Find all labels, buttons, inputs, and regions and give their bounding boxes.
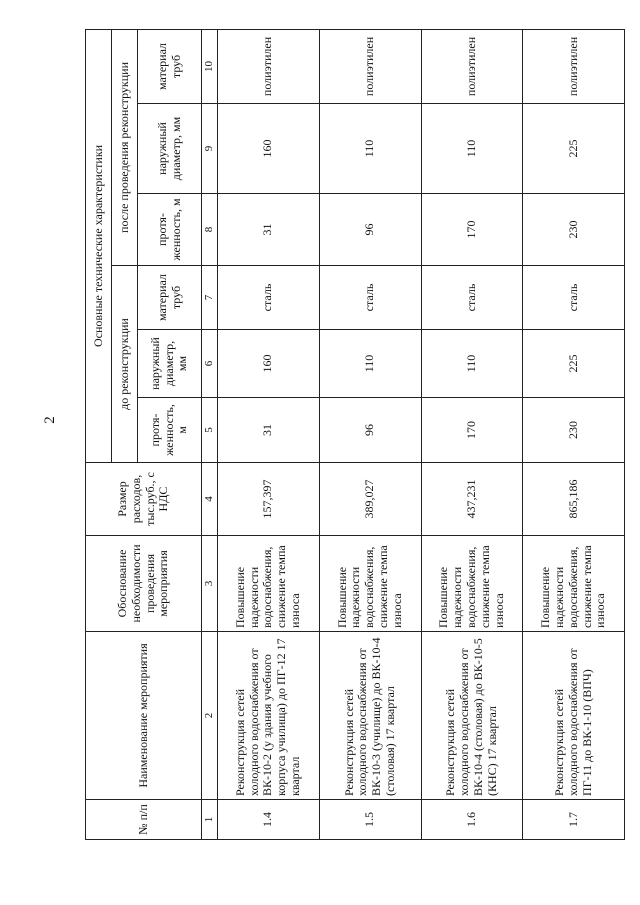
column-number: 10 [202,29,218,103]
length-before: 96 [319,398,421,463]
header-material-before: материал труб [138,266,202,330]
header-before: до реконструкции [112,266,138,463]
column-number: 1 [202,800,218,840]
column-number: 6 [202,330,218,398]
column-number: 7 [202,266,218,330]
header-diameter-before: наружный диаметр, мм [138,330,202,398]
length-after: 230 [523,194,625,266]
header-after: после проведения реконструкции [112,29,138,265]
diameter-after: 110 [421,104,523,194]
cost: 157,397 [218,463,320,536]
material-before: сталь [421,266,523,330]
diameter-before: 160 [218,330,320,398]
justification: Повышение надежности водоснабжения, снижение темпа износа [523,536,625,632]
header-cost: Размер расходов, тыс.руб., с НДС [86,463,202,536]
column-number: 5 [202,398,218,463]
material-after: полиэтилен [421,29,523,103]
row-number: 1.5 [319,800,421,840]
header-diameter-after: наружный диаметр, мм [138,104,202,194]
rotated-table-container [85,30,625,840]
page-number: 2 [42,416,58,424]
diameter-before: 110 [421,330,523,398]
material-after: полиэтилен [319,29,421,103]
length-before: 230 [523,398,625,463]
length-after: 170 [421,194,523,266]
diameter-after: 160 [218,104,320,194]
measure-name: Реконструкция сетей холодного водоснабжения от ВК-10-2 (у здания учебного корпуса училища) до ПГ-12 17 квартал [218,632,320,800]
diameter-after: 110 [319,104,421,194]
table-row [523,29,625,839]
row-number: 1.7 [523,800,625,840]
column-number: 8 [202,194,218,266]
reconstruction-table [85,29,625,840]
material-before: сталь [523,266,625,330]
measure-name: Реконструкция сетей холодного водоснабжения от ВК-10-4 (столовая) до ВК-10-5 (КНС) 17 квартал [421,632,523,800]
measure-name: Реконструкция сетей холодного водоснабжения от ПГ-11 до ВК-1-10 (ВПЧ) [523,632,625,800]
header-name: Наименование мероприятия [86,632,202,800]
header-material-after: материал труб [138,29,202,103]
header-tech: Основные технические характеристики [86,29,112,462]
measure-name: Реконструкция сетей холодного водоснабжения от ВК-10-3 (училище) до ВК-10-4 (столовая) 17 квартал [319,632,421,800]
length-before: 31 [218,398,320,463]
row-number: 1.4 [218,800,320,840]
diameter-before: 110 [319,330,421,398]
column-number-row [202,29,218,839]
cost: 437,231 [421,463,523,536]
cost: 865,186 [523,463,625,536]
column-number: 2 [202,632,218,800]
justification: Повышение надежности водоснабжения, снижение темпа износа [218,536,320,632]
length-after: 31 [218,194,320,266]
diameter-before: 225 [523,330,625,398]
column-number: 9 [202,104,218,194]
justification: Повышение надежности водоснабжения, снижение темпа износа [421,536,523,632]
header-n: № п/п [86,800,202,840]
column-number: 3 [202,536,218,632]
column-number: 4 [202,463,218,536]
material-after: полиэтилен [218,29,320,103]
header-length-after: протя-женность, м [138,194,202,266]
table-row [319,29,421,839]
material-after: полиэтилен [523,29,625,103]
diameter-after: 225 [523,104,625,194]
table-row [421,29,523,839]
justification: Повышение надежности водоснабжения, снижение темпа износа [319,536,421,632]
row-number: 1.6 [421,800,523,840]
material-before: сталь [319,266,421,330]
length-before: 170 [421,398,523,463]
header-length-before: протя-женность, м [138,398,202,463]
length-after: 96 [319,194,421,266]
cost: 389,027 [319,463,421,536]
material-before: сталь [218,266,320,330]
table-row [218,29,320,839]
header-row-1 [86,29,112,839]
header-justification: Обоснование необходимости проведения мероприятия [86,536,202,632]
